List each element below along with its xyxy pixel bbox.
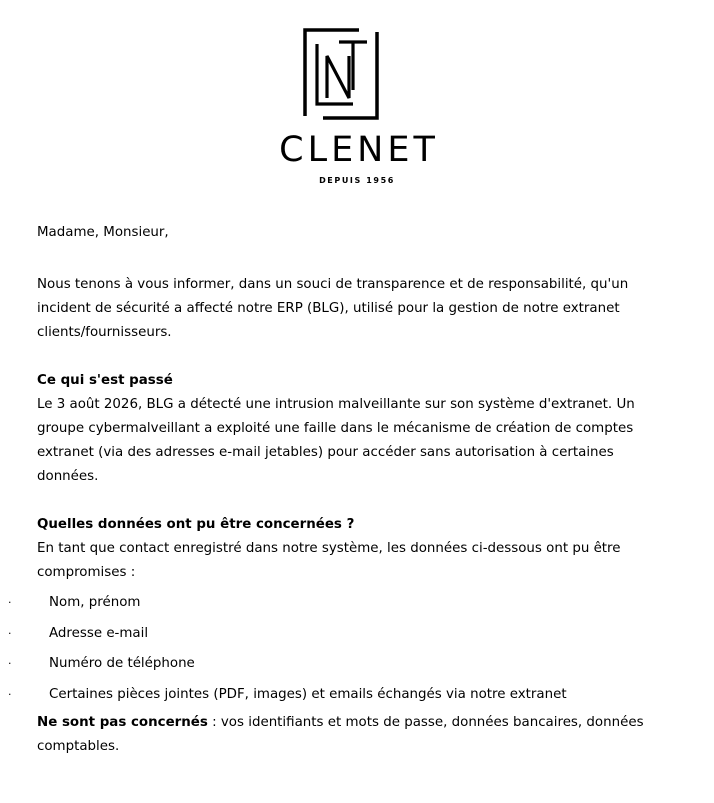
section-heading-data-concerned: Quelles données ont pu être concernées ? xyxy=(37,517,355,532)
bullet-icon: · xyxy=(8,687,12,701)
letter-body xyxy=(8,221,677,759)
salutation: Madame, Monsieur, xyxy=(37,225,169,240)
section-body-data-concerned: En tant que contact enregistré dans notre système, les données ci-dessous ont pu être compromises : xyxy=(37,541,621,580)
bullet-icon: · xyxy=(8,596,12,609)
intro-paragraph: Nous tenons à vous informer, dans un souci de transparence et de responsabilité, qu'un incident de sécurité a affecté notre ERP (BLG), utilisé pour la gestion de notre extranet clients/fournisseurs. xyxy=(37,277,629,340)
section-heading-what-happened: Ce qui s'est passé xyxy=(37,373,173,388)
compromised-data-list xyxy=(8,591,677,707)
list-item: · Nom, prénom xyxy=(37,591,677,615)
not-concerned-text: : vos identifiants et mots de passe, données bancaires, données comptables. xyxy=(37,715,644,754)
brand-name: CLENET xyxy=(279,130,439,170)
not-concerned-label: Ne sont pas concernés xyxy=(37,715,208,730)
bullet-icon: · xyxy=(8,626,12,640)
bullet-icon: · xyxy=(8,657,12,670)
brand-tagline: DEPUIS 1956 xyxy=(319,176,395,185)
lnt-monogram-logo xyxy=(303,28,379,120)
list-item: · Numéro de téléphone xyxy=(37,652,677,676)
list-item: · Certaines pièces jointes (PDF, images) et emails échangés via notre extranet xyxy=(37,683,677,707)
not-concerned-paragraph xyxy=(37,711,677,759)
section-body-what-happened: Le 3 août 2026, BLG a détecté une intrusion malveillante sur son système d'extranet. Un groupe cybermalveillant a exploité une faille dans le mécanisme de création de comptes extranet (via des adresses e-mail jetables) pour accéder sans autorisation à certaines données. xyxy=(37,397,635,484)
list-item: · Adresse e-mail xyxy=(37,622,677,646)
